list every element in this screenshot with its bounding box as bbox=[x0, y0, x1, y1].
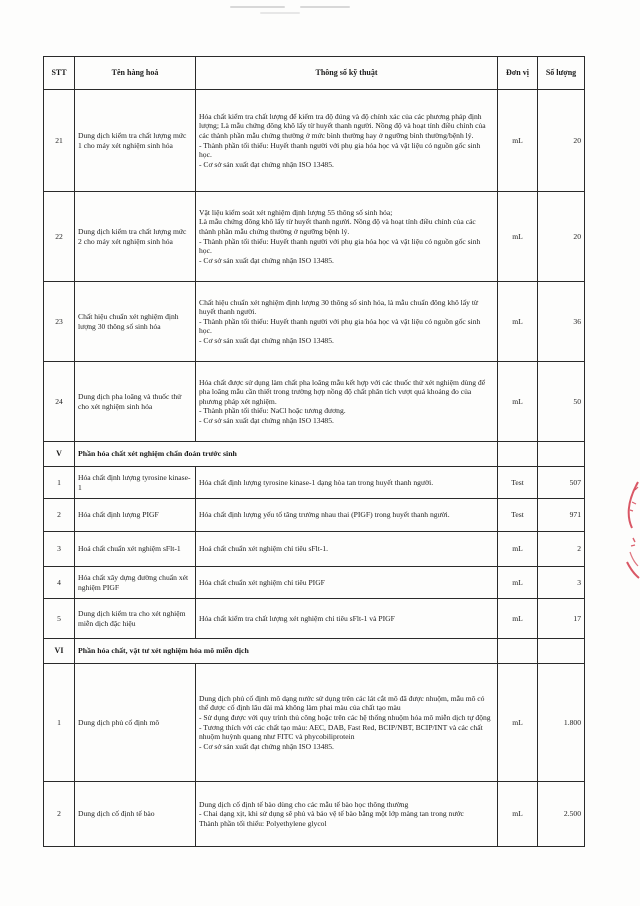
row-stt: 3 bbox=[44, 532, 75, 567]
row-unit: mL bbox=[498, 90, 538, 192]
row-qty: 507 bbox=[538, 467, 585, 499]
row-qty: 971 bbox=[538, 499, 585, 532]
faded-page-marks bbox=[220, 4, 420, 16]
table-header-row bbox=[44, 57, 585, 90]
spec-line: Hóa chất kiểm tra chất lượng để kiểm tra độ đúng và độ chính xác của các phương pháp định lượng; Là mẫu chứng đông khô lấy từ huyết thanh người. Nồng độ và hoạt tính điều chỉnh của các thành phần mẫu chứng thường ở mức bình thường hay ở ngưỡng bình thường/bệnh lý. bbox=[199, 111, 486, 140]
spec-line: - Thành phần tối thiểu: NaCl hoặc tương đương. bbox=[199, 406, 346, 416]
row-unit: mL bbox=[498, 362, 538, 442]
header-unit: Đơn vị bbox=[498, 57, 538, 90]
table-row bbox=[44, 567, 585, 599]
row-name: Dung dịch kiểm tra chất lượng mức 1 cho máy xét nghiệm sinh hóa bbox=[75, 90, 196, 192]
section-qty-empty bbox=[538, 639, 585, 664]
spec-line: - Cơ sở sản xuất đạt chứng nhận ISO 13485. bbox=[199, 255, 334, 265]
row-unit: mL bbox=[498, 282, 538, 362]
spec-line: Là mẫu chứng đông khô lấy từ huyết thanh người. Nồng độ và hoạt tính điều chỉnh của các thành phần mẫu chứng thường ở ngưỡng bệnh lý. bbox=[199, 217, 476, 236]
row-stt: 2 bbox=[44, 782, 75, 847]
section-qty-empty bbox=[538, 442, 585, 467]
spec-line: - Cơ sở sản xuất đạt chứng nhận ISO 13485. bbox=[199, 159, 334, 169]
row-spec bbox=[196, 90, 498, 192]
spec-line: Hoá chất chuẩn xét nghiệm chỉ tiêu sFlt-1. bbox=[199, 544, 329, 554]
row-stt: 2 bbox=[44, 499, 75, 532]
spec-line: - Sử dụng được với quy trình thủ công hoặc trên các hệ thống nhuộm hóa mô miễn dịch tự động bbox=[199, 712, 491, 722]
row-unit: mL bbox=[498, 567, 538, 599]
row-name: Hóa chất định lượng tyrosine kinase-1 bbox=[75, 467, 196, 499]
specification-table bbox=[43, 56, 585, 847]
row-qty: 50 bbox=[538, 362, 585, 442]
row-stt: 24 bbox=[44, 362, 75, 442]
row-qty: 3 bbox=[538, 567, 585, 599]
section-unit-empty bbox=[498, 639, 538, 664]
row-qty: 2 bbox=[538, 532, 585, 567]
row-name: Dung dịch phủ cố định mô bbox=[75, 664, 196, 782]
row-stt: 1 bbox=[44, 467, 75, 499]
row-stt: 5 bbox=[44, 599, 75, 639]
table-row bbox=[44, 782, 585, 847]
table-row bbox=[44, 282, 585, 362]
section-row-v bbox=[44, 442, 585, 467]
row-qty: 20 bbox=[538, 192, 585, 282]
row-spec bbox=[196, 664, 498, 782]
table-row bbox=[44, 90, 585, 192]
section-stt: V bbox=[44, 442, 75, 467]
row-name: Dung dịch cố định tế bào bbox=[75, 782, 196, 847]
section-title: Phần hóa chất xét nghiệm chẩn đoán trước sinh bbox=[75, 442, 498, 467]
spec-line: Hóa chất định lượng tyrosine kinase-1 dạng hòa tan trong huyết thanh người. bbox=[199, 477, 434, 487]
row-spec bbox=[196, 599, 498, 639]
row-unit: Test bbox=[498, 467, 538, 499]
header-spec: Thông số kỹ thuật bbox=[196, 57, 498, 90]
section-row-vi bbox=[44, 639, 585, 664]
spec-line: - Thành phần tối thiểu: Huyết thanh người với phụ gia hóa học và vật liệu có nguồn gốc sinh học. bbox=[199, 140, 481, 160]
row-unit: mL bbox=[498, 532, 538, 567]
spec-line: Vật liệu kiểm soát xét nghiệm định lượng 55 thông số sinh hóa; bbox=[199, 207, 393, 217]
table-row bbox=[44, 599, 585, 639]
row-qty: 20 bbox=[538, 90, 585, 192]
row-name: Chất hiệu chuẩn xét nghiệm định lượng 30 thông số sinh hóa bbox=[75, 282, 196, 362]
spec-line: Hóa chất chuẩn xét nghiệm chỉ tiêu PIGF bbox=[199, 577, 325, 587]
row-stt: 23 bbox=[44, 282, 75, 362]
row-spec bbox=[196, 282, 498, 362]
spec-line: Chất hiệu chuẩn xét nghiệm định lượng 30 thông số sinh hóa, là mẫu chuẩn đông khô lấy từ huyết thanh người. bbox=[199, 297, 479, 317]
row-spec bbox=[196, 567, 498, 599]
row-qty: 2.500 bbox=[538, 782, 585, 847]
spec-line: Dung dịch phủ cố định mô dạng nước sử dụng trên các lát cắt mô đã được nhuộm, mẫu mô có thể được cố định lâu dài mà không làm phai màu của chất tạo màu bbox=[199, 693, 485, 713]
row-stt: 1 bbox=[44, 664, 75, 782]
row-spec bbox=[196, 192, 498, 282]
header-stt: STT bbox=[44, 57, 75, 90]
row-name: Hoá chất chuẩn xét nghiệm sFlt-1 bbox=[75, 532, 196, 567]
row-stt: 22 bbox=[44, 192, 75, 282]
row-spec bbox=[196, 782, 498, 847]
row-stt: 4 bbox=[44, 567, 75, 599]
spec-line: - Cơ sở sản xuất đạt chứng nhận ISO 13485. bbox=[199, 415, 334, 425]
row-spec bbox=[196, 532, 498, 567]
row-qty: 1.800 bbox=[538, 664, 585, 782]
row-qty: 17 bbox=[538, 599, 585, 639]
row-spec bbox=[196, 362, 498, 442]
row-name: Dung dịch kiểm tra chất lượng mức 2 cho máy xét nghiệm sinh hóa bbox=[75, 192, 196, 282]
row-spec bbox=[196, 499, 498, 532]
table-row bbox=[44, 532, 585, 567]
table-row bbox=[44, 467, 585, 499]
section-unit-empty bbox=[498, 442, 538, 467]
row-qty: 36 bbox=[538, 282, 585, 362]
row-unit: mL bbox=[498, 664, 538, 782]
row-unit: mL bbox=[498, 599, 538, 639]
spec-line: - Cơ sở sản xuất đạt chứng nhận ISO 13485. bbox=[199, 741, 334, 751]
row-name: Dung dịch kiểm tra cho xét nghiệm miễn dịch đặc hiệu bbox=[75, 599, 196, 639]
spec-line: - Thành phần tối thiểu: Huyết thanh người với phụ gia hóa học và vật liệu có nguồn gốc sinh học. bbox=[199, 316, 481, 336]
spec-line: - Tương thích với các chất tạo màu: AEC, DAB, Fast Red, BCIP/NBT, BCIP/INT và các chất nhuộm huỳnh quang như FITC và phycobiliprotein bbox=[199, 722, 483, 742]
row-unit: Test bbox=[498, 499, 538, 532]
header-name: Tên hàng hoá bbox=[75, 57, 196, 90]
row-name: Hóa chất xây dựng đường chuẩn xét nghiệm PIGF bbox=[75, 567, 196, 599]
header-qty: Số lượng bbox=[538, 57, 585, 90]
row-name: Hóa chất định lượng PIGF bbox=[75, 499, 196, 532]
table-row bbox=[44, 499, 585, 532]
spec-line: Hóa chất định lượng yếu tố tăng trưởng nhau thai (PIGF) trong huyết thanh người. bbox=[199, 510, 450, 520]
row-unit: mL bbox=[498, 192, 538, 282]
table-row bbox=[44, 362, 585, 442]
spec-line: Thành phần tối thiểu: Polyethylene glycol bbox=[199, 818, 327, 828]
row-name: Dung dịch pha loãng và thuốc thử cho xét nghiệm sinh hóa bbox=[75, 362, 196, 442]
table-row bbox=[44, 664, 585, 782]
spec-line: Hóa chất được sử dụng làm chất pha loãng mẫu kết hợp với các thuốc thử xét nghiệm dùng để pha loãng mẫu cần thiết trong trường hợp nồng độ chất phân tích vượt quá khoảng đo của phương pháp xét nghiệm. bbox=[199, 377, 486, 406]
red-stamp-edge bbox=[618, 480, 640, 580]
section-title: Phần hóa chất, vật tư xét nghiệm hóa mô miễn dịch bbox=[75, 639, 498, 664]
row-unit: mL bbox=[498, 782, 538, 847]
row-stt: 21 bbox=[44, 90, 75, 192]
spec-line: - Chai dạng xịt, khi sử dụng sẽ phủ và bảo vệ tế bào bằng một lớp màng tan trong nước bbox=[199, 809, 464, 819]
row-spec bbox=[196, 467, 498, 499]
section-stt: VI bbox=[44, 639, 75, 664]
spec-line: - Cơ sở sản xuất đạt chứng nhận ISO 13485. bbox=[199, 335, 334, 345]
spec-line: - Thành phần tối thiểu: Huyết thanh người với phụ gia hóa học và vật liệu có nguồn gốc sinh học. bbox=[199, 236, 481, 256]
table-row bbox=[44, 192, 585, 282]
spec-line: Dung dịch cố định tế bào dùng cho các mẫu tế bào học thông thường bbox=[199, 799, 409, 809]
spec-line: Hóa chất kiểm tra chất lượng xét nghiệm chỉ tiêu sFlt-1 và PIGF bbox=[199, 613, 395, 623]
